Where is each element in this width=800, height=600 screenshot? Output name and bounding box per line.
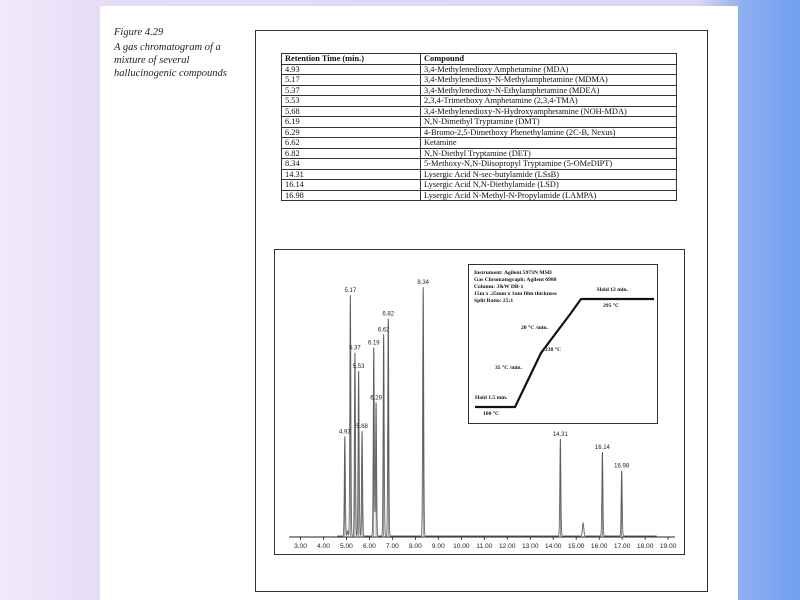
- peak-label: 6.29: [370, 395, 382, 402]
- instrument-line: Column: J&W DB-1: [474, 284, 524, 290]
- table-row: [282, 106, 677, 117]
- x-tick-label: 11.00: [476, 543, 493, 550]
- table-row: [282, 169, 677, 180]
- compound-cell: Lysergic Acid N,N-Diethylamide (LSD): [421, 180, 677, 191]
- temperature-program-line: [475, 299, 654, 407]
- mid-temp-label: 230 °C: [545, 347, 562, 353]
- figure-frame: [255, 30, 708, 592]
- x-tick-label: 13.00: [521, 543, 539, 550]
- peak-label: 5.53: [352, 363, 365, 370]
- peak-label: 16.98: [614, 463, 630, 470]
- instrument-line: Split Ratio: 25:1: [474, 298, 514, 304]
- x-tick-label: 12.00: [499, 543, 516, 550]
- figure-number: Figure 4.29: [114, 27, 164, 38]
- x-tick-label: 16.00: [590, 543, 608, 550]
- x-tick-label: 14.00: [544, 543, 562, 550]
- compound-cell: 2,3,4-Trimethoxy Amphetamine (2,3,4-TMA): [421, 96, 677, 107]
- peak-label: 8.34: [417, 280, 430, 287]
- x-tick-label: 15.00: [567, 543, 585, 550]
- retention-time-cell: 5.68: [282, 106, 421, 117]
- compound-cell: Lysergic Acid N-Methyl-N-Propylamide (LAMPA): [421, 190, 677, 201]
- x-tick-label: 8.00: [408, 543, 422, 550]
- table-row: [282, 190, 677, 201]
- table-header-row: [282, 54, 677, 65]
- peak-label: 6.62: [377, 327, 390, 334]
- peak-label: 4.93: [338, 429, 351, 436]
- header-compound: Compound: [421, 54, 677, 65]
- retention-time-cell: 6.62: [282, 138, 421, 149]
- rate1-label: 35 °C /min.: [495, 365, 522, 371]
- instrument-inset: [468, 264, 658, 424]
- instrument-line: Gas Chromatograph: Agilent 6980: [474, 277, 557, 283]
- retention-time-cell: 5.37: [282, 85, 421, 96]
- peak-label: 16.14: [594, 445, 610, 452]
- table-row: [282, 117, 677, 128]
- retention-time-cell: 5.17: [282, 75, 421, 86]
- x-tick-label: 6.00: [362, 543, 376, 550]
- table-row: [282, 180, 677, 191]
- compound-cell: 3,4-Methylenedioxy Amphetamine (MDA): [421, 64, 677, 75]
- rate2-label: 20 °C /min.: [521, 325, 548, 331]
- retention-time-cell: 14.31: [282, 169, 421, 180]
- table-row: [282, 75, 677, 86]
- compound-cell: 4-Bromo-2,5-Dimethoxy Phenethylamine (2C-B, Nexus): [421, 127, 677, 138]
- retention-time-cell: 5.53: [282, 96, 421, 107]
- x-tick-label: 17.00: [613, 543, 631, 550]
- retention-time-cell: 4.93: [282, 64, 421, 75]
- retention-time-cell: 16.14: [282, 180, 421, 191]
- compound-cell: 3,4-Methylenedioxy-N-Ethylamphetamine (MDEA): [421, 85, 677, 96]
- peak-label: 5.17: [344, 287, 357, 294]
- compound-cell: 3,4-Methylenedioxy-N-Hydroxyamphetamine (NOH-MDA): [421, 106, 677, 117]
- instrument-line: Instrument: Agilent 5973N MSD: [474, 270, 552, 276]
- retention-time-cell: 16.98: [282, 190, 421, 201]
- start-temp-label: 100 °C: [483, 411, 500, 417]
- table-row: [282, 148, 677, 159]
- x-tick-label: 3.00: [294, 543, 307, 550]
- compound-cell: 3,4-Methylenedioxy-N-Methylamphetamine (MDMA): [421, 75, 677, 86]
- table-row: [282, 64, 677, 75]
- hold1-label: Hold 1.5 min.: [475, 395, 508, 401]
- table-row: [282, 85, 677, 96]
- table-row: [282, 127, 677, 138]
- table-row: [282, 96, 677, 107]
- retention-time-cell: 6.82: [282, 148, 421, 159]
- compound-cell: N,N-Diethyl Tryptamine (DET): [421, 148, 677, 159]
- x-tick-label: 4.00: [317, 543, 330, 550]
- x-tick-label: 10.00: [453, 543, 470, 550]
- document-page: [100, 6, 738, 600]
- table-body: [282, 64, 677, 201]
- end-temp-label: 295 °C: [603, 303, 620, 309]
- table-row: [282, 138, 677, 149]
- x-tick-label: 19.00: [659, 543, 677, 550]
- compound-cell: Lysergic Acid N-sec-butylamide (LSsB): [421, 169, 677, 180]
- compound-cell: N,N-Dimethyl Tryptamine (DMT): [421, 117, 677, 128]
- figure-caption: [114, 26, 242, 80]
- peak-label: 5.37: [349, 345, 361, 352]
- figure-caption-text: A gas chromatogram of a mixture of several hallucinogenic compounds: [114, 42, 227, 79]
- header-retention-time: Retention Time (min.): [282, 54, 421, 65]
- x-tick-label: 18.00: [636, 543, 654, 550]
- chromatogram: [274, 249, 685, 555]
- peak-label: 5.68: [356, 424, 368, 431]
- retention-time-cell: 6.19: [282, 117, 421, 128]
- x-tick-label: 7.00: [385, 543, 399, 550]
- x-tick-label: 5.00: [340, 543, 353, 550]
- temperature-program-graph: [469, 265, 659, 425]
- hold2-label: Hold 12 min.: [597, 287, 628, 293]
- compound-cell: 5-Methoxy-N,N-Diisopropyl Tryptamine (5-OMeDIPT): [421, 159, 677, 170]
- retention-time-cell: 6.29: [282, 127, 421, 138]
- compound-cell: Ketamine: [421, 138, 677, 149]
- instrument-line: 15m x .25mm x 1um film thickness: [474, 291, 557, 297]
- retention-time-table: [281, 53, 677, 201]
- peak-label: 14.31: [552, 432, 568, 439]
- peak-label: 6.19: [367, 340, 380, 347]
- retention-time-cell: 8.34: [282, 159, 421, 170]
- table-row: [282, 159, 677, 170]
- x-tick-label: 9.00: [431, 543, 445, 550]
- peak-label: 6.82: [382, 311, 395, 318]
